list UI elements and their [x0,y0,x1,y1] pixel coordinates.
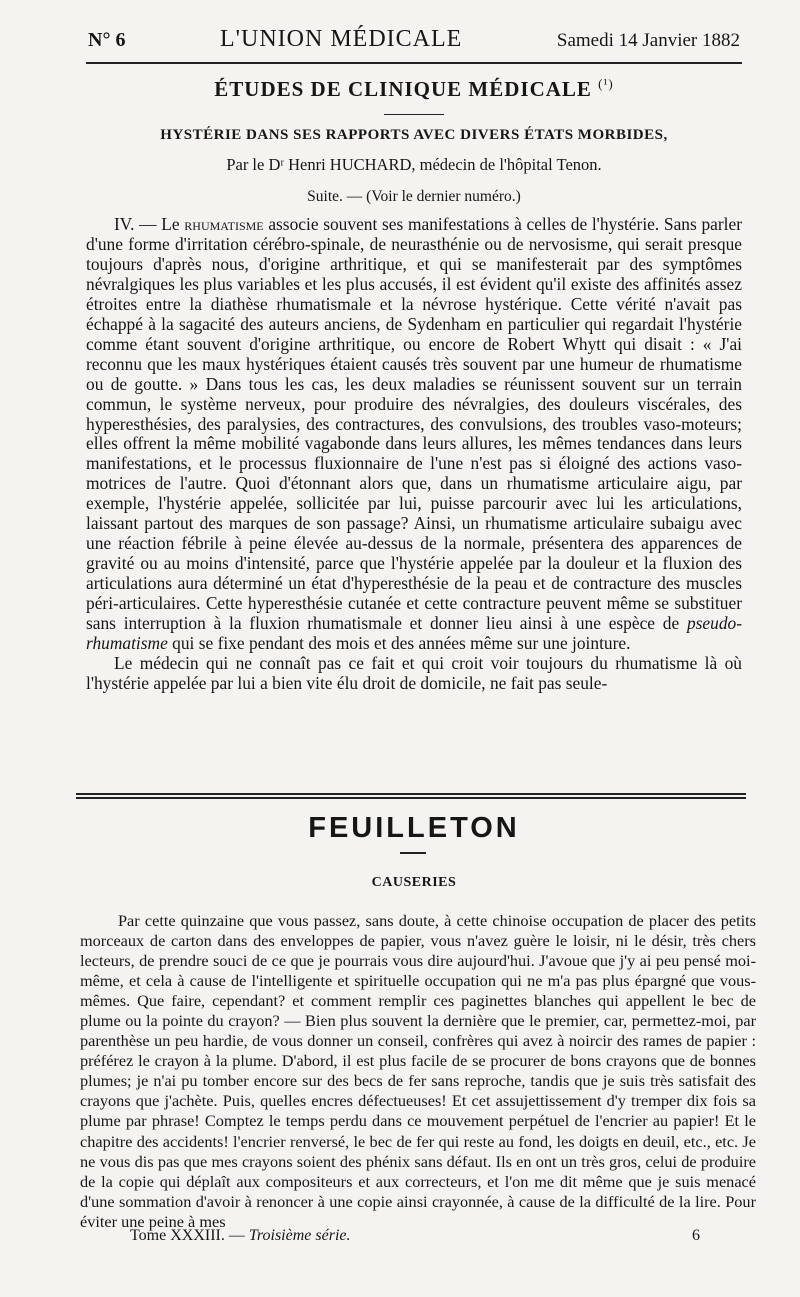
article-author: Par le Dʳ Henri HUCHARD, médecin de l'hôpital Tenon. [226,155,602,174]
paragraph-text-2: qui se fixe pendant des mois et des années même sur une jointure. [167,633,631,654]
page-footer [130,1227,700,1245]
feuilleton-title: FEUILLETON [308,812,520,844]
section-divider-bottom [76,797,746,799]
paragraph-text-1: associe souvent ses manifestations à celles de l'hystérie. Sans parler d'une forme d'irritation cérébro-spinale, de neurasthénie ou de nervosisme, qui serait presque toujours d'après nous, d'origine arthritique, et qui se manifesterait par des symptômes névralgiques les plus variables et les plus accusés, il est évident qu'il existe des affinités assez étroites entre la diathèse rhumatismale et la névrose hystérique. Cette vérité n'avait pas échappé à la sagacité des auteurs anciens, de Sydenham en particulier qui regardait l'hystérie comme étant souvent d'origine arthritique, ou encore de Robert Whytt qui disait : « J'ai reconnu que les maux hystériques étaient causés très souvent par une humeur de rhumatisme ou de goutte. » Dans tous les cas, les deux maladies se réunissent souvent sur un terrain commun, le système nerveux, pour produire des névralgies, des douleurs viscérales, des hyperesthésies, des paralysies, des contractures, des convulsions, des troubles vaso-moteurs; elles offrent la même mobilité vagabonde dans leurs allures, les mêmes tendances dans leurs manifestations, et le processus fluxionnaire de l'une n'est pas si éloigné des actions vaso-motrices de l'autre. Quoi d'étonnant alors que, dans un rhumatisme articulaire aigu, par exemple, l'hystérie appelée, sollicitée par lui, puisse parcourir avec lui les articulations, laissant partout des marques de son passage? Ainsi, un rhumatisme articulaire subaigu avec une réaction fébrile à peine élevée au-dessus de la normale, présentera des apparences de gravité ou au moins d'intensité, parce que l'hystérie appelée par la douleur et la fluxion des articulations aura déterminé un état d'hyperesthésie de la peau et de contracture des muscles péri-articulaires. Cette hyperesthésie cutanée et cette contracture peuvent même se substituer sans interruption à la fluxion rhumatismale et donner lieu ainsi à une espèce de [86,214,742,634]
section-title [86,76,742,102]
article-paragraph-2: Le médecin qui ne connaît pas ce fait et qui croit voir toujours du rhumatisme là où l'hystérie appelée par lui a bien vite élu droit de domicile, ne fait pas seule- [86,652,742,693]
title-rule [384,114,444,115]
issue-date: Samedi 14 Janvier 1882 [556,30,740,51]
section-title-text: ÉTUDES DE CLINIQUE MÉDICALE [214,77,592,101]
footer-page-number: 6 [692,1227,700,1244]
article-body [86,215,742,694]
article-continuation-note: Suite. — (Voir le dernier numéro.) [307,188,521,205]
feuilleton-subtitle: CAUSERIES [371,875,457,890]
section-divider-top [76,793,746,795]
footer-volume [130,1227,350,1245]
header-rule [86,62,742,64]
article-paragraph-1 [86,215,742,654]
footnote-mark: (¹) [598,76,614,91]
italic-term: pseudo-rhumatisme [86,613,742,654]
smallcaps-term: rhumatisme [184,214,264,234]
page-header [88,26,740,60]
footer-tome: Tome XXXIII. — [130,1227,249,1244]
issue-number: N° 6 [88,29,126,51]
article-subtitle: HYSTÉRIE DANS SES RAPPORTS AVEC DIVERS ÉTATS MORBIDES, [160,127,668,143]
footer-series: Troisième série. [248,1227,351,1244]
paragraph-lead: IV. — Le [114,214,180,234]
feuilleton-paragraph: Par cette quinzaine que vous passez, sans doute, à cette chinoise occupation de placer des petits morceaux de carton dans des enveloppes de papier, vous n'avez guère le loisir, ni le désir, très chers lecteurs, de prendre souci de ce que je pourrais vous dire aujourd'hui. J'avoue que j'y ai peu pensé moi-même, et cela à cause de l'intelligente et spirituelle occupation qui ne m'a pas plus épargné que vous-mêmes. Que faire, cependant? et comment remplir ces paginettes blanches qui appellent le bec de plume ou la pointe du crayon? — Bien plus souvent la dernière que le premier, car, permettez-moi, par parenthèse un peu hardie, de vous donner un conseil, confrères qui avez à noircir des rames de papier : préférez le crayon à la plume. D'abord, il est plus facile de se procurer de bons crayons que de bonnes plumes; je n'ai pu tomber encore sur des becs de fer sans reproche, tandis que je suis très satisfait des crayons que j'achète. Puis, quelles encres défectueuses! Et cet assujettissement d'y tremper dix fois sa plume par phrase! Comptez le temps perdu dans ce mouvement perpétuel de l'encrier au papier! Et le chapitre des accidents! l'encrier renversé, le bec de fer qui reste au fond, les doigts en deuil, etc., etc. Je ne vous dis pas que mes crayons soient des phénix sans défaut. Ils en ont un très gros, celui de produire de la copie qui déplaît aux compositeurs et aux correcteurs, et l'on me dit même que je suis menacé d'une sommation d'avoir à renoncer à une copie ainsi crayonnée, à cause de la difficulté de la lire. Pour éviter une peine à mes [80,911,756,1231]
journal-title: L'UNION MÉDICALE [220,26,463,52]
feuilleton-rule [400,852,426,854]
feuilleton-body [80,911,756,1232]
